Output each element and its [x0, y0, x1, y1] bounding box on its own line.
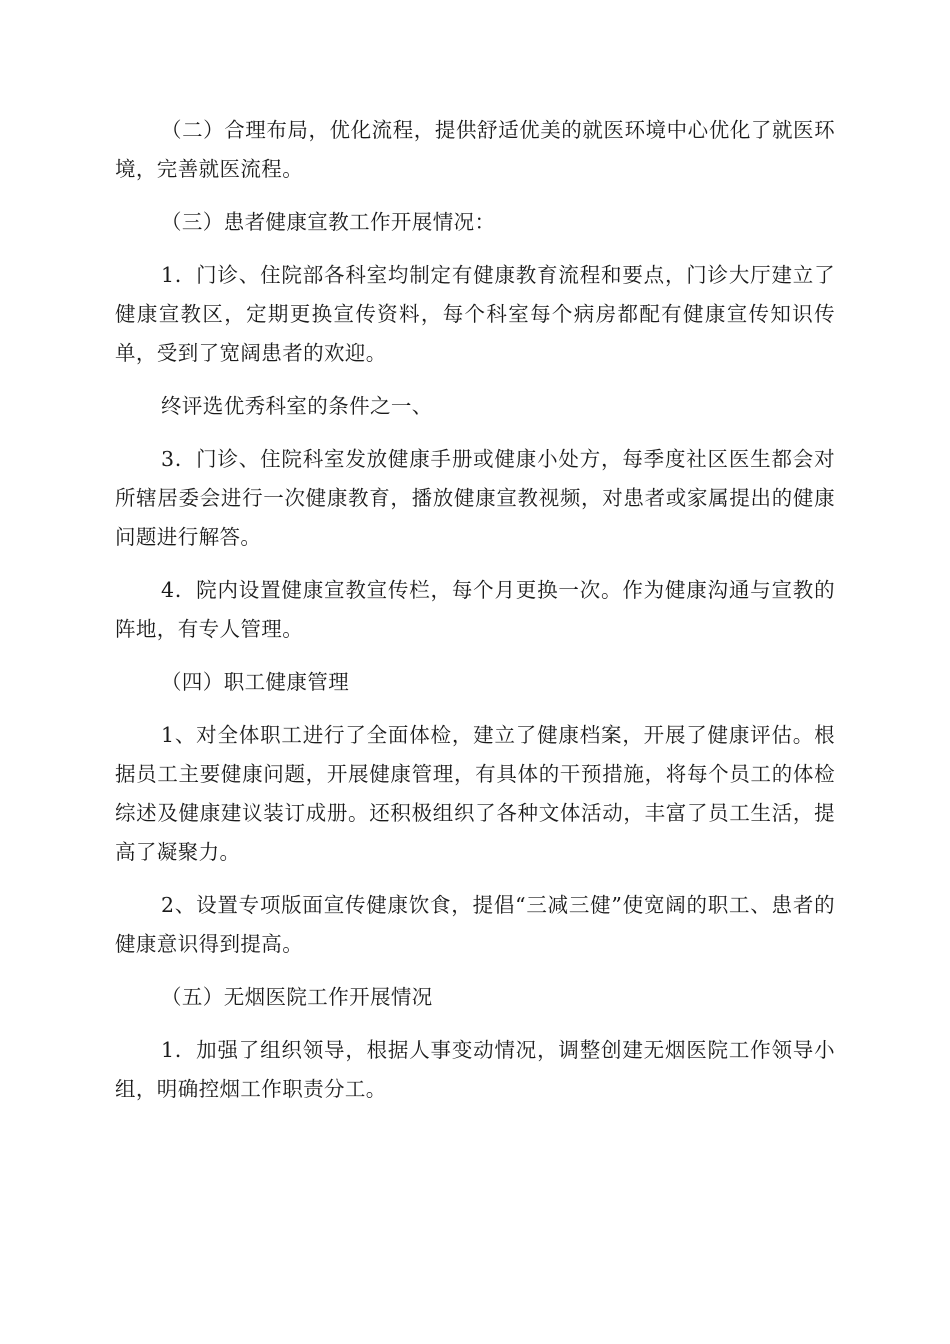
paragraph-item-3: 3．门诊、住院科室发放健康手册或健康小处方，每季度社区医生都会对所辖居委会进行一次健康教育，播放健康宣教视频，对患者或家属提出的健康问题进行解答。	[115, 447, 835, 549]
paragraph-smokefree-1: 1．加强了组织领导，根据人事变动情况，调整创建无烟医院工作领导小组，明确控烟工作职责分工。	[115, 1038, 835, 1101]
heading-section-3: （三）患者健康宣教工作开展情况：	[161, 210, 496, 234]
heading-section-4: （四）职工健康管理	[161, 670, 350, 694]
paragraph-fragment: 终评选优秀科室的条件之一、	[161, 394, 433, 418]
paragraph-section-2: （二）合理布局，优化流程，提供舒适优美的就医环境中心优化了就医环境，完善就医流程。	[115, 118, 835, 181]
paragraph-item-4: 4．院内设置健康宣教宣传栏，每个月更换一次。作为健康沟通与宣教的阵地，有专人管理。	[115, 578, 835, 641]
paragraph-staff-1: 1、对全体职工进行了全面体检，建立了健康档案，开展了健康评估。根据员工主要健康问题，开展健康管理，有具体的干预措施，将每个员工的体检综述及健康建议装订成册。还积极组织了各种文体活动，丰富了员工生活，提高了凝聚力。	[115, 723, 835, 864]
document-body	[115, 111, 835, 1109]
paragraph-staff-2: 2、设置专项版面宣传健康饮食，提倡“三减三健”使宽阔的职工、患者的健康意识得到提高。	[115, 893, 835, 956]
heading-section-5: （五）无烟医院工作开展情况	[161, 985, 433, 1009]
paragraph-item-1: 1．门诊、住院部各科室均制定有健康教育流程和要点，门诊大厅建立了健康宣教区，定期更换宣传资料，每个科室每个病房都配有健康宣传知识传单，受到了宽阔患者的欢迎。	[115, 263, 835, 365]
